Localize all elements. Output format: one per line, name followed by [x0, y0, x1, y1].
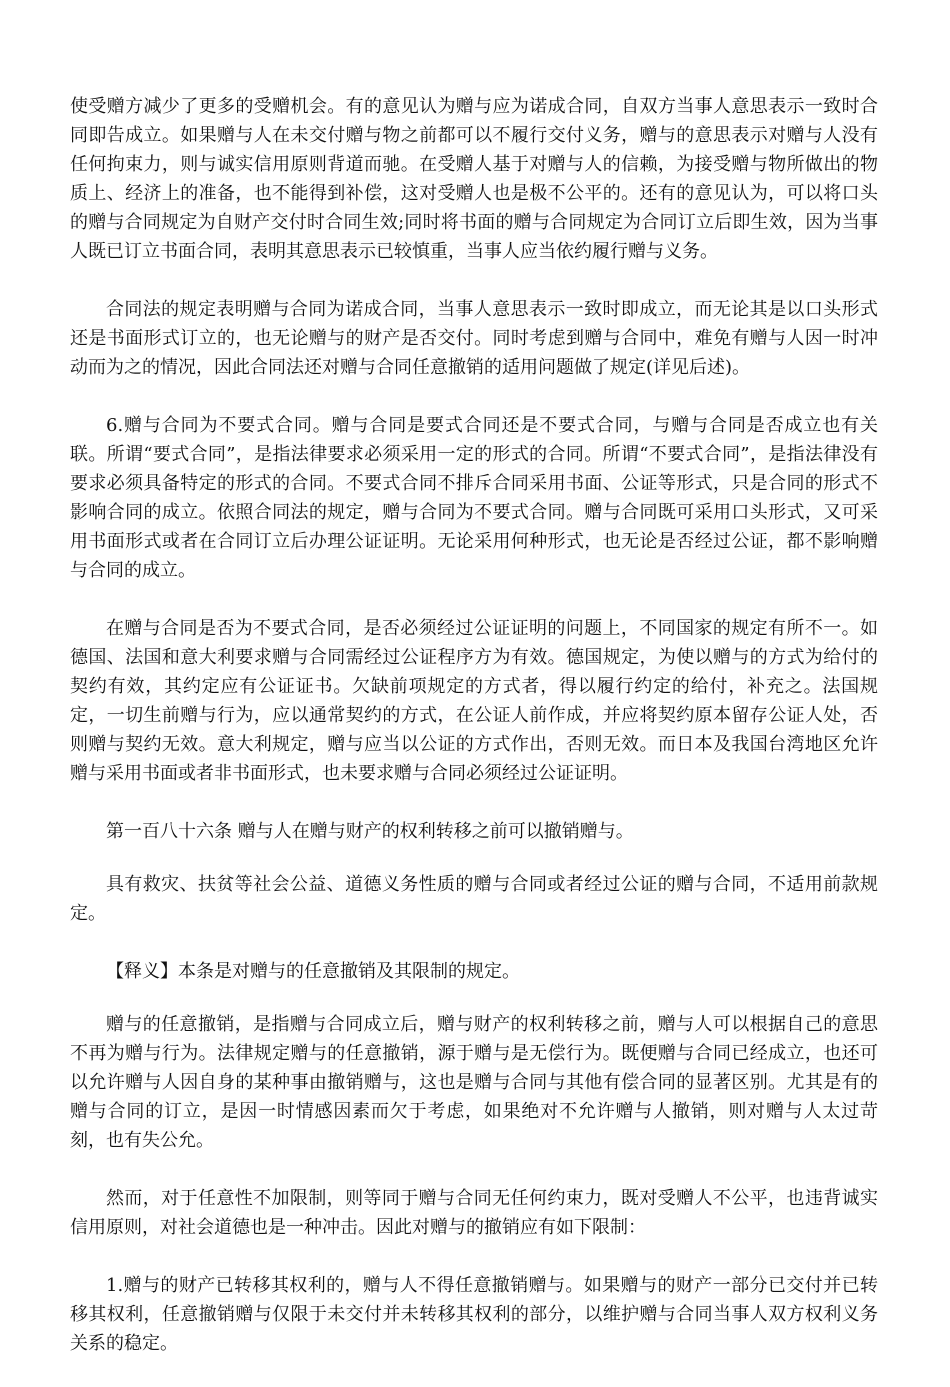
interpretation-heading: 【释义】本条是对赠与的任意撤销及其限制的规定。	[106, 961, 520, 982]
article-186-clause-2: 具有救灾、扶贫等社会公益、道德义务性质的赠与合同或者经过公证的赠与合同，不适用前款规定。	[70, 874, 878, 924]
paragraph-1: 使受赠方减少了更多的受赠机会。有的意见认为赠与应为诺成合同，自双方当事人意思表示一致时合同即告成立。如果赠与人在未交付赠与物之前都可以不履行交付义务，赠与的意思表示对赠与人没有任何拘束力，则与诚实信用原则背道而驰。在受赠人基于对赠与人的信赖，为接受赠与物所做出的物质上、经济上的准备，也不能得到补偿，这对受赠人也是极不公平的。还有的意见认为，可以将口头的赠与合同规定为自财产交付时合同生效;同时将书面的赠与合同规定为合同订立后即生效，因为当事人既已订立书面合同，表明其意思表示已较慎重，当事人应当依约履行赠与义务。	[70, 96, 878, 262]
paragraph-3: 6.赠与合同为不要式合同。赠与合同是要式合同还是不要式合同，与赠与合同是否成立也有关联。所谓“要式合同”，是指法律要求必须采用一定的形式的合同。所谓“不要式合同”，是指法律没有要求必须具备特定的形式的合同。不要式合同不排斥合同采用书面、公证等形式，只是合同的形式不影响合同的成立。依照合同法的规定，赠与合同为不要式合同。赠与合同既可采用口头形式，又可采用书面形式或者在合同订立后办理公证证明。无论采用何种形式，也无论是否经过公证，都不影响赠与合同的成立。	[70, 415, 878, 581]
paragraph-9: 然而，对于任意性不加限制，则等同于赠与合同无任何约束力，既对受赠人不公平，也违背诚实信用原则，对社会道德也是一种冲击。因此对赠与的撤销应有如下限制：	[70, 1188, 878, 1238]
document-page	[70, 92, 878, 1387]
article-186-clause-1: 第一百八十六条 赠与人在赠与财产的权利转移之前可以撤销赠与。	[106, 821, 634, 842]
paragraph-2: 合同法的规定表明赠与合同为诺成合同，当事人意思表示一致时即成立，而无论其是以口头形式还是书面形式订立的，也无论赠与的财产是否交付。同时考虑到赠与合同中，难免有赠与人因一时冲动而为之的情况，因此合同法还对赠与合同任意撤销的适用问题做了规定(详见后述)。	[70, 299, 878, 378]
paragraph-10: 1.赠与的财产已转移其权利的，赠与人不得任意撤销赠与。如果赠与的财产一部分已交付并已转移其权利，任意撤销赠与仅限于未交付并未转移其权利的部分，以维护赠与合同当事人双方权利义务关系的稳定。	[70, 1275, 878, 1354]
paragraph-8: 赠与的任意撤销，是指赠与合同成立后，赠与财产的权利转移之前，赠与人可以根据自己的意思不再为赠与行为。法律规定赠与的任意撤销，源于赠与是无偿行为。既便赠与合同已经成立，也还可以允许赠与人因自身的某种事由撤销赠与，这也是赠与合同与其他有偿合同的显著区别。尤其是有的赠与合同的订立，是因一时情感因素而欠于考虑，如果绝对不允许赠与人撤销，则对赠与人太过苛刻，也有失公允。	[70, 1014, 878, 1151]
paragraph-4: 在赠与合同是否为不要式合同，是否必须经过公证证明的问题上，不同国家的规定有所不一。如德国、法国和意大利要求赠与合同需经过公证程序方为有效。德国规定，为使以赠与的方式为给付的契约有效，其约定应有公证证书。欠缺前项规定的方式者，得以履行约定的给付，补充之。法国规定，一切生前赠与行为，应以通常契约的方式，在公证人前作成，并应将契约原本留存公证人处，否则赠与契约无效。意大利规定，赠与应当以公证的方式作出，否则无效。而日本及我国台湾地区允许赠与采用书面或者非书面形式，也未要求赠与合同必须经过公证证明。	[70, 618, 878, 784]
